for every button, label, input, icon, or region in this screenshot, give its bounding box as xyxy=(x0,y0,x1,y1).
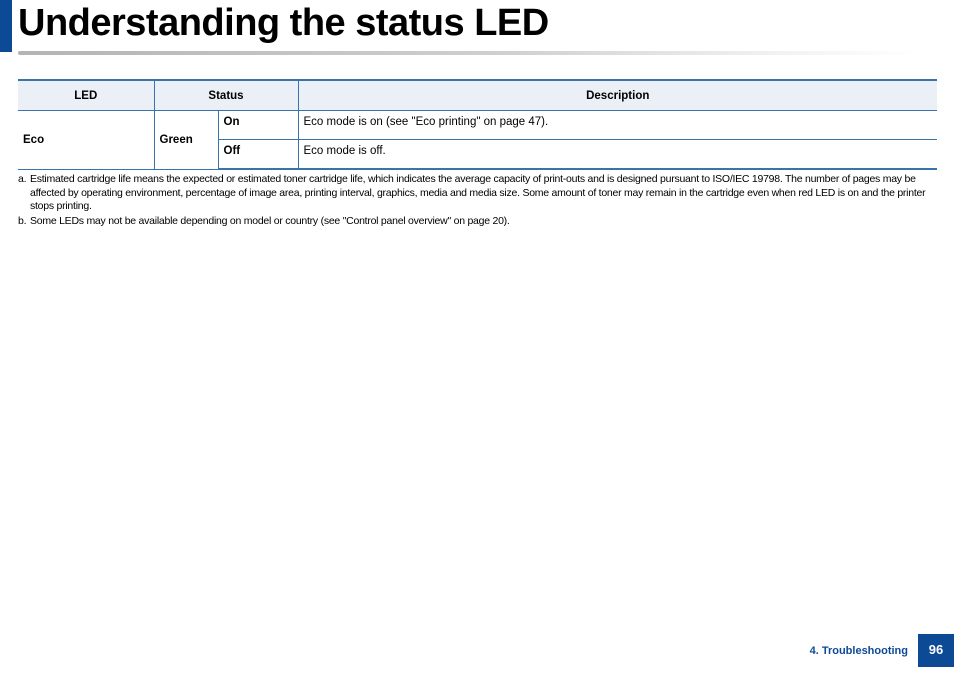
column-header-led: LED xyxy=(18,80,154,111)
table-header-row xyxy=(18,80,937,111)
footnote-marker: b. xyxy=(18,214,27,227)
table-row xyxy=(18,111,937,140)
footnote-marker: a. xyxy=(18,173,27,185)
status-led-table xyxy=(18,79,937,170)
led-color-cell: Green xyxy=(154,111,218,170)
column-header-description: Description xyxy=(298,80,937,111)
column-header-status: Status xyxy=(154,80,298,111)
footnote-b xyxy=(18,215,938,229)
footer-section-label: 4. Troubleshooting xyxy=(809,645,908,657)
led-name-cell: Eco xyxy=(18,111,154,170)
led-state-cell: On xyxy=(218,111,298,140)
footnote-text: Estimated cartridge life means the expected or estimated toner cartridge life, which indicates the average capacity of print-outs and is designed pursuant to ISO/IEC 19798. The number of pages may be affected by operating environment, percentage of image area, printing interval, graphics, media and media size. Some amount of toner may remain in the cartridge even when red LED is on and the printer stops printing. xyxy=(30,173,926,212)
footnote-a xyxy=(18,173,938,214)
title-divider xyxy=(18,51,918,55)
led-state-cell: Off xyxy=(218,140,298,170)
footnotes xyxy=(18,173,938,229)
left-accent-bar xyxy=(0,0,12,52)
page-number-badge: 96 xyxy=(918,634,954,667)
footnote-text: Some LEDs may not be available depending on model or country (see "Control panel overview" on page 20). xyxy=(30,214,510,227)
description-cell: Eco mode is off. xyxy=(298,140,937,170)
page-title: Understanding the status LED xyxy=(18,2,549,44)
description-cell: Eco mode is on (see "Eco printing" on page 47). xyxy=(298,111,937,140)
